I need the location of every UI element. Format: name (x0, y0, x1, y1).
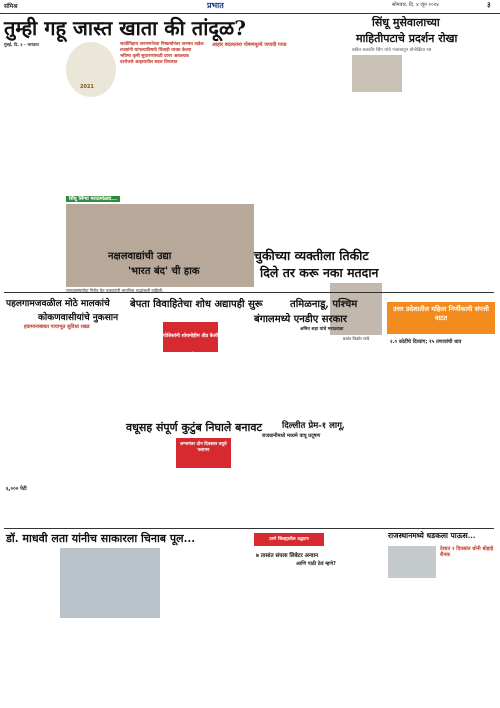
bridge-photo (60, 548, 160, 618)
marriage-quote: पोलिसांनी शोधमोहीम तीव्र केली आहे (163, 334, 218, 358)
naxal-headline-bottom: 'भारत बंद' ची हाक (128, 266, 200, 277)
bullet-item: दररोजचे आहारातील बदल विचारात (120, 60, 178, 65)
main-headline: तुम्ही गहू जास्त खाता की तांदूळ? (4, 16, 246, 40)
family-story-body (126, 438, 248, 528)
kokan-story-body (4, 332, 124, 422)
ajit-story-body (254, 570, 384, 698)
rajasthan-side-heading: देशात २ दिवसांत धोनी बोहाहे रौनक (440, 546, 494, 558)
brand-logo: प्रभात (207, 1, 224, 10)
ticket-headline-bottom: दिले तर करू नका मतदान (260, 265, 379, 280)
section-divider (4, 292, 494, 293)
delhi-headline-bottom: राजधानीमध्ये मध्यमे वायू प्रदूषण (262, 433, 321, 439)
rajasthan-story-body (388, 582, 496, 699)
page-number: ३ (487, 1, 491, 9)
section-label: संमिश्र (4, 3, 18, 10)
delhi-story-body (254, 442, 384, 514)
emblem-year: 2021 (80, 84, 94, 90)
bullet-item: जातीनिहाय जनगणनेच्या निष्कर्षानंतर जनमत वाढेल (120, 42, 204, 47)
ajit-question: आणि पाठी ठेवं म्हणे? (296, 561, 336, 567)
up-box (387, 302, 495, 334)
header-divider (0, 13, 500, 14)
marriage-quote-box (163, 322, 218, 358)
doctor-col-2 (60, 621, 160, 699)
family-headline: वधूसह संपूर्ण कुटुंब निघाले बनावट (126, 421, 263, 434)
photo-label: सिंधू सिंग्या मराठमोळ्या... (66, 196, 120, 202)
doctor-banner (254, 533, 324, 546)
lower-divider (4, 528, 494, 529)
up-subhead: २.० कोटींचे दिव्यांग; १५ तणावांची धाव (390, 339, 462, 345)
bullet-item: भविष्य कृषी सुधारणांसाठी वापर आवश्यक (120, 54, 189, 59)
photo-caption: त्याच्यासंघर्षाचा निरोप घेत चाहत्यांनी भावनिक श्रद्धांजली वाहिली. (66, 288, 164, 293)
kokan-subhead: हवामानाबाबत पायाभूत सुविधा रखड (24, 324, 90, 330)
ticket-headline-top: चुकीच्या व्यक्तीला तिकीट (254, 248, 369, 263)
sindhu-subhead: वडील बलकौर सिंग यांचे पंजाबातून प्रोजेक्टिव रस (352, 48, 432, 53)
ajit-headline: ७ तासांत संपला लिबेटर अन्वान (256, 553, 319, 559)
delhi-headline-top: दिल्लीत प्रेम-१ लागू, (282, 421, 345, 431)
emblem-image (66, 42, 116, 97)
family-quote: लग्नानंतर दोन दिवसात वधूचे पलायन (180, 442, 227, 453)
main-side-heading: आहार बदलताना पोषणमूल्ये जपावी गरज (212, 42, 287, 48)
main-story-body (66, 100, 342, 195)
sindhu-headline-top: सिंधू मुसेवालाच्या (372, 16, 440, 29)
bengal-headline-bottom: बंगालमध्ये एनडीए सरकार (254, 314, 347, 325)
rain-photo (388, 546, 436, 578)
sindhu-headline-bottom: माहितीपटाचे प्रदर्शन रोखा (356, 32, 458, 45)
bengal-headline-top: तमिळनाडू, पश्चिम (290, 299, 358, 310)
kolhapur-story-body (4, 494, 124, 528)
bengal-subhead: अमित शहा यांचे मराठवाडा (300, 327, 344, 332)
doctor-col-3 (163, 548, 251, 698)
doctor-col-1 (4, 548, 58, 698)
up-story-body (387, 349, 495, 481)
rajasthan-headline: राजस्थानमध्ये धडकला पाऊस... (388, 531, 476, 540)
kokan-headline-bottom: कोकणवासीयांचे नुकसान (38, 313, 119, 323)
kokan-headline-top: पहलगामजवळील मोठे मालकांचे (6, 299, 110, 309)
kishor-caption: प्रशांत किशोर यांचे (342, 336, 370, 341)
sindhu-photo (352, 55, 402, 92)
kolhapur-figure: ६,००० पेटी (6, 486, 27, 492)
dateline: सोमवार, दि. ४ जून २०२४ (392, 2, 439, 8)
naxal-headline-top: नक्षलवाद्यांची उद्या (108, 251, 172, 262)
main-bullet-box (120, 42, 210, 92)
doctor-headline: डॉ. माधवी लता यांनीच साकारला चिनाब पूल... (6, 532, 196, 545)
main-byline: मुंबई, दि. ३ - भारतात (4, 42, 39, 47)
marriage-headline: बेपता विवाहितेचा शोध अद्यापही सुरू (130, 299, 263, 310)
bengal-story-body (254, 336, 374, 416)
page-header (0, 0, 500, 12)
bullet-item: तज्ज्ञांनी चांगल्याविषयी चिंताही व्यक्त केल्या (120, 48, 192, 53)
up-box-title: उत्तर प्रदेशातील महिला निर्णीकायी संपत्ती वाटत (393, 305, 489, 322)
doctor-banner-text: ठाणे जिल्ह्यातील उद्घाटन (269, 537, 309, 542)
sindhu-story-body (352, 95, 497, 245)
main-story-column-1 (4, 42, 62, 252)
